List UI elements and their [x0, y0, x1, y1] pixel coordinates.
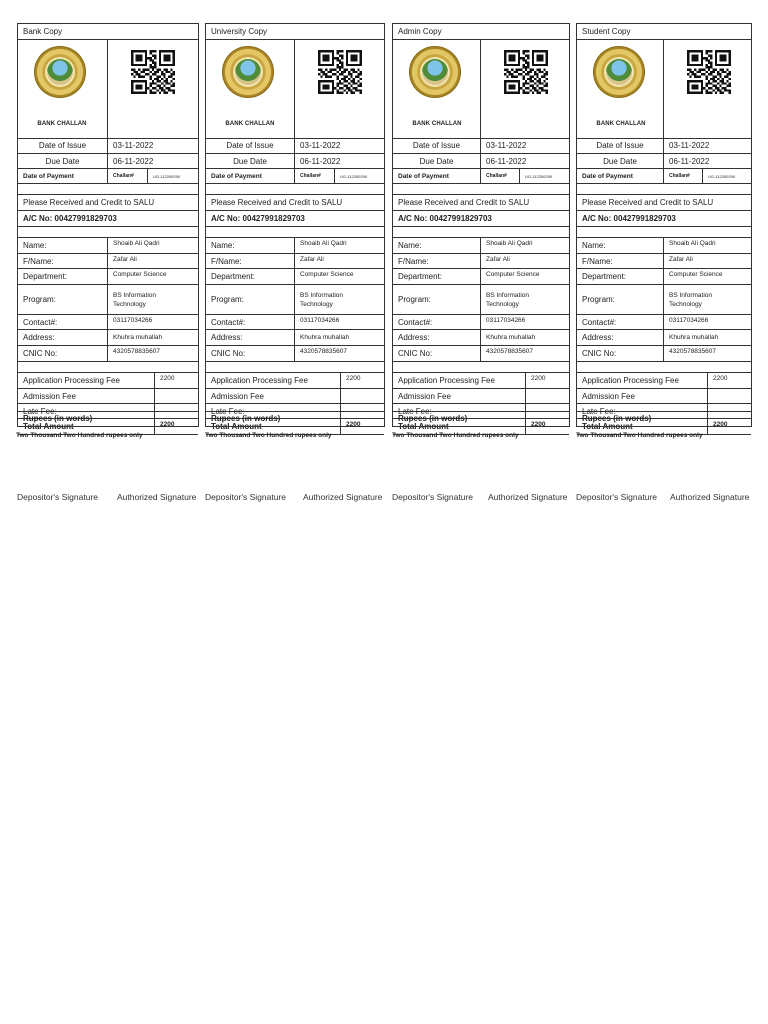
name-label: Name: — [23, 241, 47, 250]
program-value: BS Information Technology — [294, 285, 384, 314]
challan-header — [577, 39, 751, 139]
bank-challan-label: BANK CHALLAN — [225, 121, 275, 127]
due-date-value: 06-11-2022 — [294, 154, 384, 168]
fname-label: F/Name: — [211, 256, 242, 266]
amount-in-words: Two Thousand Two Hundred rupees only — [392, 432, 519, 439]
cnic-label: CNIC No: — [582, 349, 617, 358]
credit-text: Please Received and Credit to SALU — [398, 198, 530, 207]
admission-fee-value — [525, 389, 569, 403]
department-label: Department: — [582, 272, 627, 281]
contact-value: 03117034266 — [663, 315, 751, 329]
fname-value: Zafar Ali — [107, 254, 198, 268]
admission-fee-value — [707, 389, 751, 403]
account-number: A/C No: 00427991829703 — [582, 214, 676, 223]
due-date-label: Due Date — [419, 156, 454, 166]
contact-value: 03117034266 — [480, 315, 569, 329]
cnic-label: CNIC No: — [23, 349, 58, 358]
program-value: BS Information Technology — [480, 285, 569, 314]
admission-fee-label: Admission Fee — [582, 391, 635, 401]
rupees-in-words-label: Rupees (in words) — [205, 411, 385, 427]
depositor-signature-label: Depositor's Signature — [392, 492, 473, 502]
late-fee-label: Late Fee: — [23, 406, 57, 416]
credit-text: Please Received and Credit to SALU — [582, 198, 714, 207]
amount-in-words: Two Thousand Two Hundred rupees only — [16, 432, 143, 439]
qr-code-icon — [687, 50, 731, 94]
program-label: Program: — [23, 295, 56, 304]
department-value: Computer Science — [480, 269, 569, 284]
fname-value: Zafar Ali — [663, 254, 751, 268]
total-amount-value: 2200 — [154, 419, 198, 434]
address-label: Address: — [582, 333, 614, 342]
admission-fee-value — [340, 389, 384, 403]
date-of-issue-label: Date of Issue — [38, 141, 87, 150]
contact-label: Contact#: — [398, 317, 433, 327]
challan-header — [393, 39, 569, 139]
name-value: Shoaib Ali Qadri — [107, 238, 198, 253]
university-seal-logo-icon — [409, 46, 461, 98]
admission-fee-label: Admission Fee — [211, 391, 264, 401]
rupees-in-words-label: Rupees (in words) — [17, 411, 199, 427]
address-label: Address: — [398, 333, 430, 342]
date-of-payment-label: Date of Payment — [582, 172, 633, 180]
university-seal-logo-icon — [222, 46, 274, 98]
fname-label: F/Name: — [582, 256, 613, 266]
program-value: BS Information Technology — [107, 285, 198, 314]
cnic-value: 4320578835607 — [294, 346, 384, 361]
application-fee-label: Application Processing Fee — [582, 376, 679, 385]
challan-header — [206, 39, 384, 139]
total-amount-label: Total Amount — [582, 422, 633, 431]
date-of-issue-label: Date of Issue — [412, 141, 461, 150]
application-fee-label: Application Processing Fee — [211, 376, 308, 385]
qr-code-icon — [504, 50, 548, 94]
department-value: Computer Science — [663, 269, 751, 284]
date-of-payment-label: Date of Payment — [23, 172, 74, 180]
account-number: A/C No: 00427991829703 — [23, 214, 117, 223]
challan-number: UG-112200290 — [702, 169, 751, 183]
qr-code-icon — [131, 50, 175, 94]
application-fee-value: 2200 — [525, 373, 569, 388]
copy-title: Bank Copy — [18, 24, 198, 40]
application-fee-label: Application Processing Fee — [398, 376, 495, 385]
application-fee-value: 2200 — [154, 373, 198, 388]
bank-challan-label: BANK CHALLAN — [412, 121, 462, 127]
name-label: Name: — [582, 241, 606, 250]
program-value: BS Information Technology — [663, 285, 751, 314]
challan-number: UG-112200290 — [519, 169, 569, 183]
address-label: Address: — [23, 333, 55, 342]
department-label: Department: — [23, 272, 68, 281]
total-amount-value: 2200 — [340, 419, 384, 434]
total-amount-value: 2200 — [525, 419, 569, 434]
challan-label: Challan# — [107, 169, 147, 183]
contact-value: 03117034266 — [107, 315, 198, 329]
date-of-issue-value: 03-11-2022 — [663, 138, 751, 153]
fname-label: F/Name: — [23, 256, 54, 266]
application-fee-value: 2200 — [707, 373, 751, 388]
depositor-signature-label: Depositor's Signature — [576, 492, 657, 502]
total-amount-label: Total Amount — [23, 422, 74, 431]
total-amount-label: Total Amount — [398, 422, 449, 431]
rupees-in-words-label: Rupees (in words) — [392, 411, 570, 427]
contact-label: Contact#: — [211, 317, 246, 327]
cnic-value: 4320578835607 — [107, 346, 198, 361]
due-date-value: 06-11-2022 — [480, 154, 569, 168]
cnic-label: CNIC No: — [211, 349, 246, 358]
date-of-issue-value: 03-11-2022 — [480, 138, 569, 153]
late-fee-label: Late Fee: — [582, 406, 616, 416]
due-date-label: Due Date — [603, 156, 637, 166]
address-value: Khuhra muhallah — [107, 330, 198, 345]
department-label: Department: — [398, 272, 443, 281]
admission-fee-value — [154, 389, 198, 403]
depositor-signature-label: Depositor's Signature — [17, 492, 98, 502]
date-of-issue-label: Date of Issue — [226, 141, 274, 150]
qr-code-icon — [318, 50, 362, 94]
authorized-signature-label: Authorized Signature — [670, 492, 750, 502]
date-of-issue-label: Date of Issue — [596, 141, 644, 150]
due-date-value: 06-11-2022 — [663, 154, 751, 168]
copy-title: Student Copy — [577, 24, 751, 40]
admission-fee-label: Admission Fee — [398, 391, 451, 401]
program-label: Program: — [582, 295, 615, 304]
copy-title: University Copy — [206, 24, 384, 40]
depositor-signature-label: Depositor's Signature — [205, 492, 286, 502]
credit-text: Please Received and Credit to SALU — [23, 198, 155, 207]
department-label: Department: — [211, 272, 256, 281]
authorized-signature-label: Authorized Signature — [303, 492, 383, 502]
name-value: Shoaib Ali Qadri — [480, 238, 569, 253]
date-of-payment-label: Date of Payment — [211, 172, 262, 180]
bank-challan-label: BANK CHALLAN — [596, 121, 646, 127]
contact-value: 03117034266 — [294, 315, 384, 329]
amount-in-words: Two Thousand Two Hundred rupees only — [205, 432, 332, 439]
due-date-label: Due Date — [233, 156, 267, 166]
address-value: Khuhra muhallah — [294, 330, 384, 345]
admission-fee-label: Admission Fee — [23, 391, 76, 401]
amount-in-words: Two Thousand Two Hundred rupees only — [576, 432, 703, 439]
name-value: Shoaib Ali Qadri — [294, 238, 384, 253]
account-number: A/C No: 00427991829703 — [211, 214, 305, 223]
application-fee-label: Application Processing Fee — [23, 376, 120, 385]
challan-number: UG-112200290 — [147, 169, 198, 183]
university-seal-logo-icon — [34, 46, 86, 98]
name-label: Name: — [398, 241, 422, 250]
late-fee-label: Late Fee: — [398, 406, 432, 416]
name-value: Shoaib Ali Qadri — [663, 238, 751, 253]
rupees-in-words-label: Rupees (in words) — [576, 411, 752, 427]
challan-label: Challan# — [294, 169, 334, 183]
account-number: A/C No: 00427991829703 — [398, 214, 492, 223]
total-amount-value: 2200 — [707, 419, 751, 434]
address-value: Khuhra muhallah — [663, 330, 751, 345]
challan-header — [18, 39, 198, 139]
date-of-issue-value: 03-11-2022 — [294, 138, 384, 153]
challan-number: UG-112200290 — [334, 169, 384, 183]
copy-title: Admin Copy — [393, 24, 569, 40]
fname-label: F/Name: — [398, 256, 429, 266]
contact-label: Contact#: — [23, 317, 58, 327]
university-seal-logo-icon — [593, 46, 645, 98]
late-fee-label: Late Fee: — [211, 406, 245, 416]
department-value: Computer Science — [107, 269, 198, 284]
due-date-value: 06-11-2022 — [107, 154, 198, 168]
cnic-value: 4320578835607 — [480, 346, 569, 361]
date-of-payment-label: Date of Payment — [398, 172, 449, 180]
program-label: Program: — [211, 295, 244, 304]
department-value: Computer Science — [294, 269, 384, 284]
contact-label: Contact#: — [582, 317, 617, 327]
date-of-issue-value: 03-11-2022 — [107, 138, 198, 153]
fname-value: Zafar Ali — [480, 254, 569, 268]
challan-label: Challan# — [663, 169, 702, 183]
challan-label: Challan# — [480, 169, 519, 183]
authorized-signature-label: Authorized Signature — [117, 492, 197, 502]
address-value: Khuhra muhallah — [480, 330, 569, 345]
total-amount-label: Total Amount — [211, 422, 262, 431]
authorized-signature-label: Authorized Signature — [488, 492, 568, 502]
due-date-label: Due Date — [45, 156, 80, 166]
name-label: Name: — [211, 241, 235, 250]
cnic-value: 4320578835607 — [663, 346, 751, 361]
cnic-label: CNIC No: — [398, 349, 433, 358]
address-label: Address: — [211, 333, 243, 342]
program-label: Program: — [398, 295, 431, 304]
bank-challan-label: BANK CHALLAN — [37, 121, 87, 127]
application-fee-value: 2200 — [340, 373, 384, 388]
credit-text: Please Received and Credit to SALU — [211, 198, 343, 207]
fname-value: Zafar Ali — [294, 254, 384, 268]
